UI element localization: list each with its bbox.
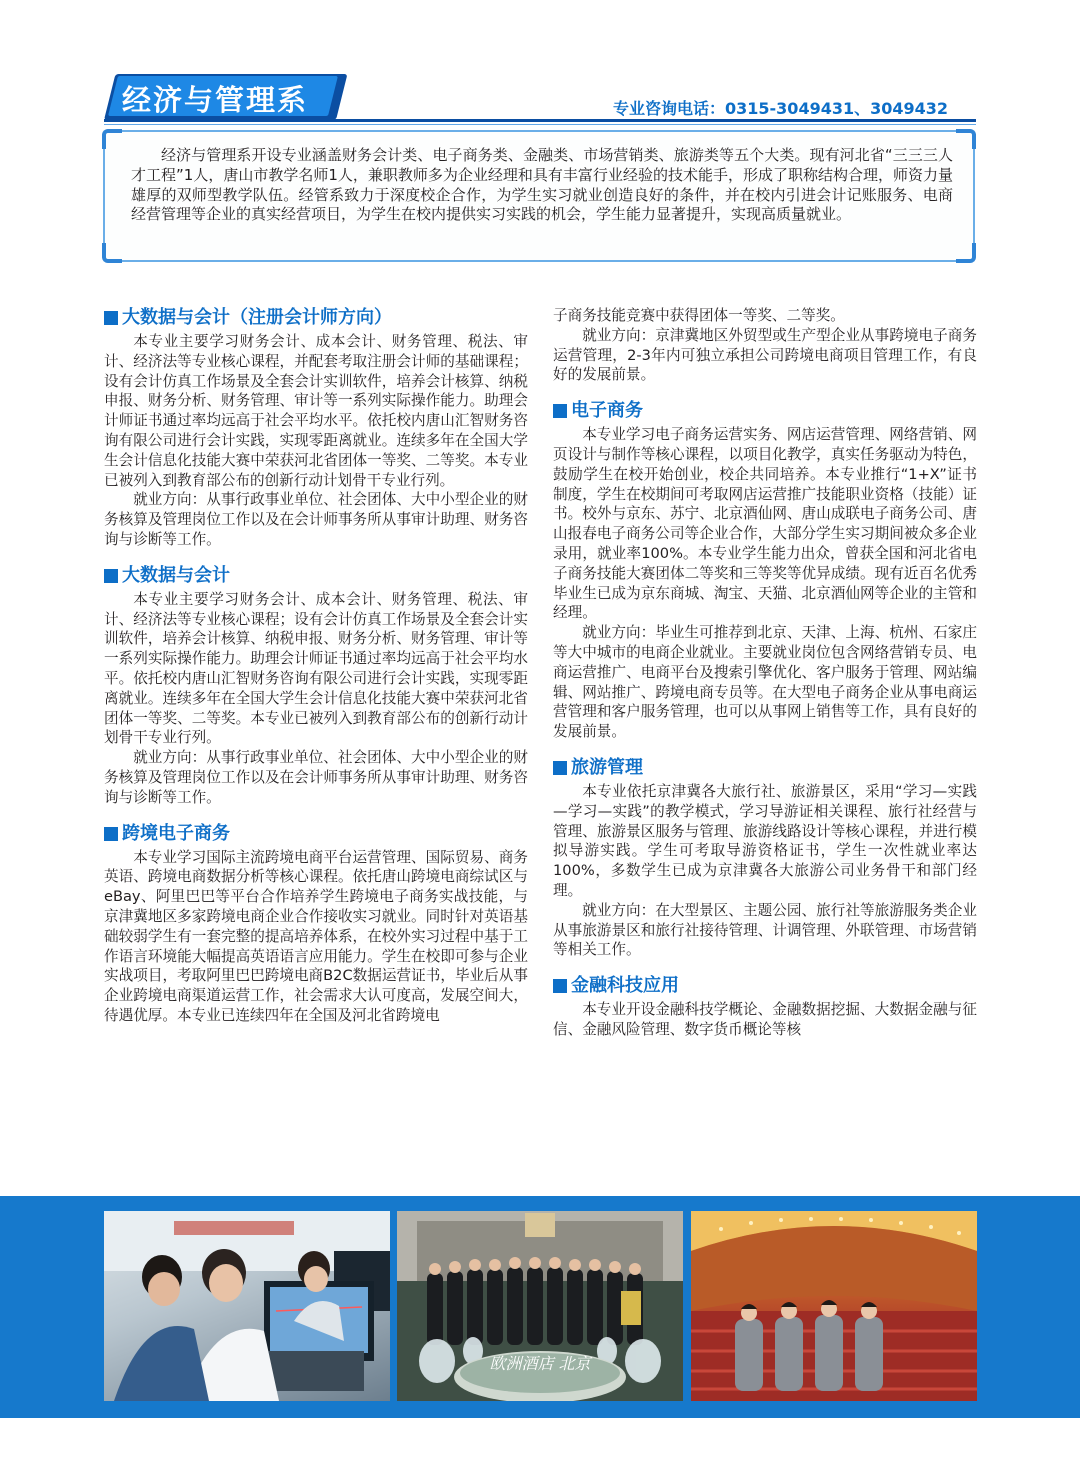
section-heading-tourism <box>553 756 977 780</box>
section-title-text: 电子商务 <box>571 400 643 422</box>
section-title-text: 金融科技应用 <box>571 975 679 997</box>
photo-fountain-caption: 欧洲酒店 北京 <box>489 1354 591 1373</box>
department-title-banner <box>104 74 336 120</box>
photo-hotel-staff <box>397 1211 683 1401</box>
employment-paragraph: 就业方向：毕业生可推荐到北京、天津、上海、杭州、石家庄等大中城市的电商企业就业。主要就业岗位包含网络营销专员、电商运营推广、电商平台及搜索引擎优化、客户服务于管理、网站编辑、网站推广、跨境电商专员等。在大型电子商务企业从事电商运营管理和客户服务管理，也可以从事网上销售等工作，具有良好的发展前景。 <box>553 624 977 741</box>
section-title-text: 旅游管理 <box>571 756 643 778</box>
employment-paragraph: 就业方向：京津冀地区外贸型或生产型企业从事跨境电子商务运营管理，2-3年内可独立承担公司跨境电商项目管理工作，有良好的发展前景。 <box>553 326 977 384</box>
employment-paragraph: 就业方向：在大型景区、主题公园、旅行社等旅游服务类企业从事旅游景区和旅行社接待管理、计调管理、外联管理、市场营销等相关工作。 <box>553 901 977 959</box>
intro-paragraph: 经济与管理系开设专业涵盖财务会计类、电子商务类、金融类、市场营销类、旅游类等五个大类。现有河北省“三三三人才工程”1人，唐山市教学名师1人，兼职教师多为企业经理和具有丰富行业经验的技术能手，形成了职称结构合理，师资力量雄厚的双师型教学队伍。经管系致力于深度校企合作，为学生实习就业创造良好的条件，并在校内引进会计记账服务、电商经营管理等企业的真实经营项目，为学生在校内提供实习实践的机会，学生能力显著提升，实现高质量就业。 <box>131 146 953 224</box>
heading-bullet-icon <box>553 979 567 993</box>
section-heading-ecommerce <box>553 399 977 423</box>
consult-hotline: 专业咨询电话：0315-3049431、3049432 <box>613 99 949 118</box>
section-paragraph: 本专业依托京津冀各大旅行社、旅游景区，采用“学习—实践—学习—实践”的教学模式，学习导游证相关课程、旅行社经营与管理、旅游景区服务与管理、旅游线路设计等核心课程，并进行模拟导游实践。学生可考取导游资格证书，学生一次性就业率达100%，多数学生已成为京津冀各大旅游公司业务骨干和部门经理。 <box>553 782 977 899</box>
section-title-text: 大数据与会计 <box>122 564 230 586</box>
department-title: 经济与管理系 <box>122 83 309 117</box>
section-title-text: 跨境电子商务 <box>122 822 230 844</box>
section-paragraph: 本专业主要学习财务会计、成本会计、财务管理、税法、审计、经济法等专业核心课程，并配套考取注册会计师的基础课程；设有会计仿真工作场景及全套会计实训软件，培养会计核算、纳税申报、财务分析、财务管理、审计等一系列实际操作能力。助理会计师证书通过率均远高于社会平均水平。依托校内唐山汇智财务咨询有限公司进行会计实践，实现零距离就业。连续多年在全国大学生会计信息化技能大赛中荣获河北省团体一等奖、二等奖。本专业已被列入到教育部公布的创新行动计划骨干专业行列。 <box>104 333 528 489</box>
heading-bullet-icon <box>104 827 118 841</box>
photo-computer-lab <box>104 1211 390 1401</box>
employment-paragraph: 就业方向：从事行政事业单位、社会团体、大中小型企业的财务核算及管理岗位工作以及在会计师事务所从事审计助理、财务咨询与诊断等工作。 <box>104 491 528 548</box>
section-paragraph: 本专业学习电子商务运营实务、网店运营管理、网络营销、网页设计与制作等核心课程，以项目化教学，真实任务驱动为特色，鼓励学生在校开始创业，校企共同培养。本专业推行“1+X”证书制度，学生在校期间可考取网店运营推广技能职业资格（技能）证书。校外与京东、苏宁、北京酒仙网、唐山成联电子商务公司、唐山报春电子商务公司等企业合作，大部分学生实习期间被众多企业录用，就业率100%。本专业学生能力出众，曾获全国和河北省电子商务技能大赛团体二等奖和三等奖等优异成绩。现有近百名优秀毕业生已成为京东商城、淘宝、天猫、北京酒仙网等企业的主管和经理。 <box>553 426 977 622</box>
right-column <box>553 306 977 1040</box>
section-paragraph: 本专业学习国际主流跨境电商平台运营管理、国际贸易、商务英语、跨境电商数据分析等核心课程。依托唐山跨境电商综试区与eBay、阿里巴巴等平台合作培养学生跨境电子商务实战技能，与京津冀地区多家跨境电商企业合作接收实习就业。同时针对英语基础较弱学生有一套完整的提高培养体系，在校外实习过程中基于工作语言环境能大幅提高英语语言应用能力。学生在校即可参与企业实战项目，考取阿里巴巴跨境电商B2C数据运营证书，毕业后从事企业跨境电商渠道运营工作，社会需求大认可度高，发展空间大，待遇优厚。本专业已连续四年在全国及河北省跨境电 <box>104 848 528 1024</box>
section-heading-accounting-cpa <box>104 306 528 330</box>
intro-box <box>103 130 975 262</box>
header-divider-thin <box>104 124 976 125</box>
section-heading-fintech <box>553 974 977 998</box>
section-heading-cross-border-ecommerce <box>104 822 528 846</box>
left-column <box>104 306 528 1026</box>
section-paragraph-continued: 子商务技能竞赛中获得团体一等奖、二等奖。 <box>553 307 845 324</box>
heading-bullet-icon <box>553 404 567 418</box>
employment-paragraph: 就业方向：从事行政事业单位、社会团体、大中小型企业的财务核算及管理岗位工作以及在会计师事务所从事审计助理、财务咨询与诊断等工作。 <box>104 749 528 806</box>
section-heading-accounting <box>104 564 528 588</box>
photo-theater-hall <box>691 1211 977 1401</box>
heading-bullet-icon <box>553 761 567 775</box>
section-title-text: 大数据与会计（注册会计师方向） <box>122 307 392 328</box>
heading-bullet-icon <box>104 569 118 583</box>
heading-bullet-icon <box>104 311 118 325</box>
section-paragraph: 本专业主要学习财务会计、成本会计、财务管理、税法、审计、经济法等专业核心课程；设有会计仿真工作场景及全套会计实训软件，培养会计核算、纳税申报、财务分析、财务管理、审计等一系列实际操作能力。助理会计师证书通过率均远高于社会平均水平。依托校内唐山汇智财务咨询有限公司进行会计实践，实现零距离就业。连续多年在全国大学生会计信息化技能大赛中荣获河北省团体一等奖、二等奖。本专业已被列入到教育部公布的创新行动计划骨干专业行列。 <box>104 590 528 747</box>
header-divider <box>104 119 976 122</box>
section-paragraph: 本专业开设金融科技学概论、金融数据挖掘、大数据金融与征信、金融风险管理、数字货币概论等核 <box>553 1001 977 1038</box>
